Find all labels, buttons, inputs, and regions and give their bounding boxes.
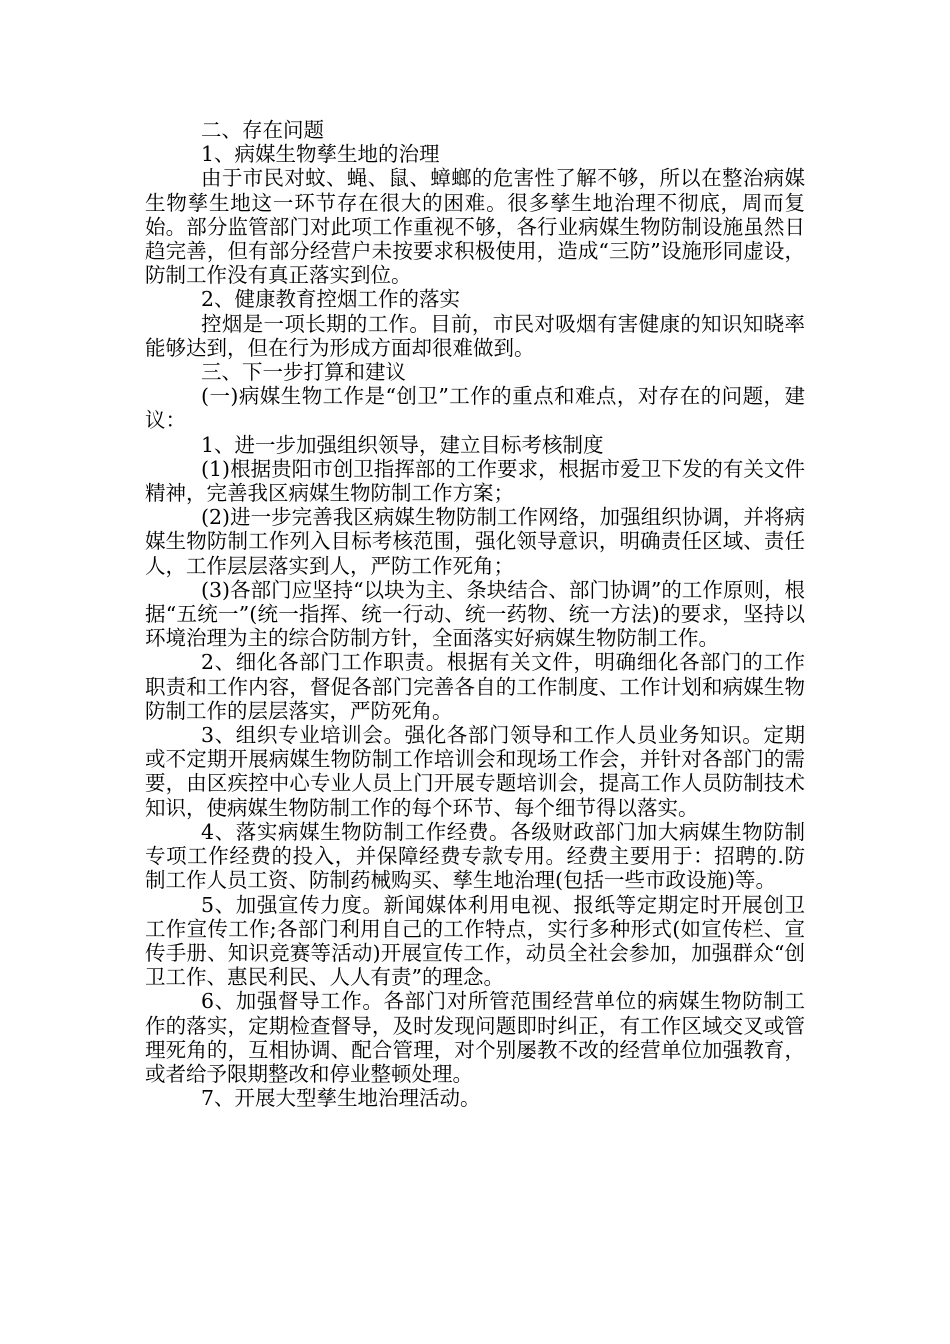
paragraph-item-2: (2)进一步完善我区病媒生物防制工作网络，加强组织协调，并将病媒生物防制工作列入目标考核范围，强化领导意识，明确责任区域、责任人，工作层层落实到人，严防工作死角；: [145, 505, 805, 578]
section-heading-next-steps: 三、下一步打算和建议: [201, 360, 406, 385]
subheading-organization-leadership: 1、进一步加强组织领导，建立目标考核制度: [201, 432, 604, 457]
subheading-tobacco-control: 2、健康教育控烟工作的落实: [201, 287, 461, 312]
document-page: [145, 118, 805, 1110]
subheading-breeding-site-control: 1、病媒生物孳生地的治理: [201, 142, 440, 167]
paragraph-funding: 4、落实病媒生物防制工作经费。各级财政部门加大病媒生物防制专项工作经费的投入，并保障经费专款专用。经费主要用于：招聘的.防制工作人员工资、防制药械购买、孳生地治理(包括一些市政设施)等。: [145, 819, 805, 893]
paragraph-supervision: 6、加强督导工作。各部门对所管范围经营单位的病媒生物防制工作的落实，定期检查督导，及时发现问题即时纠正，有工作区域交叉或管理死角的，互相协调、配合管理，对个别屡教不改的经营单位加强教育，或者给予限期整改和停业整顿处理。: [145, 989, 805, 1086]
paragraph-item-1: (1)根据贵阳市创卫指挥部的工作要求，根据市爱卫下发的有关文件精神，完善我区病媒生物防制工作方案；: [145, 456, 805, 506]
section-heading-problems: 二、存在问题: [201, 118, 324, 142]
paragraph-training: 3、组织专业培训会。强化各部门领导和工作人员业务知识。定期或不定期开展病媒生物防制工作培训会和现场工作会，并针对各部门的需要，由区疾控中心专业人员上门开展专题培训会，提高工作人员防制技术知识，使病媒生物防制工作的每个环节、每个细节得以落实。: [145, 723, 805, 820]
paragraph-breeding-site-problem: 由于市民对蚊、蝇、鼠、蟑螂的危害性了解不够，所以在整治病媒生物孳生地这一环节存在很大的困难。很多孳生地治理不彻底，周而复始。部分监管部门对此项工作重视不够，各行业病媒生物防制设施虽然日趋完善，但有部分经营户未按要求积极使用，造成“三防”设施形同虚设，防制工作没有真正落实到位。: [145, 166, 805, 288]
paragraph-department-duties: 2、细化各部门工作职责。根据有关文件，明确细化各部门的工作职责和工作内容，督促各部门完善各自的工作制度、工作计划和病媒生物防制工作的层层落实，严防死角。: [145, 650, 805, 723]
paragraph-cleanup-activity: 7、开展大型孳生地治理活动。: [201, 1086, 481, 1111]
paragraph-publicity: 5、加强宣传力度。新闻媒体利用电视、报纸等定期定时开展创卫工作宣传工作;各部门利用自己的工作特点，实行多种形式(如宣传栏、宣传手册、知识竞赛等活动)开展宣传工作，动员全社会参加，加强群众“创卫工作、惠民利民、人人有责”的理念。: [145, 892, 805, 990]
paragraph-tobacco-control: 控烟是一项长期的工作。目前，市民对吸烟有害健康的知识知晓率能够达到，但在行为形成方面却很难做到。: [145, 311, 805, 360]
paragraph-item-3: (3)各部门应坚持“以块为主、条块结合、部门协调”的工作原则，根据“五统一”(统一指挥、统一行动、统一药物、统一方法)的要求，坚持以环境治理为主的综合防制方针，全面落实好病媒生物防制工作。: [145, 577, 805, 651]
paragraph-suggestions-intro: (一)病媒生物工作是“创卫”工作的重点和难点，对存在的问题，建议：: [145, 384, 805, 433]
